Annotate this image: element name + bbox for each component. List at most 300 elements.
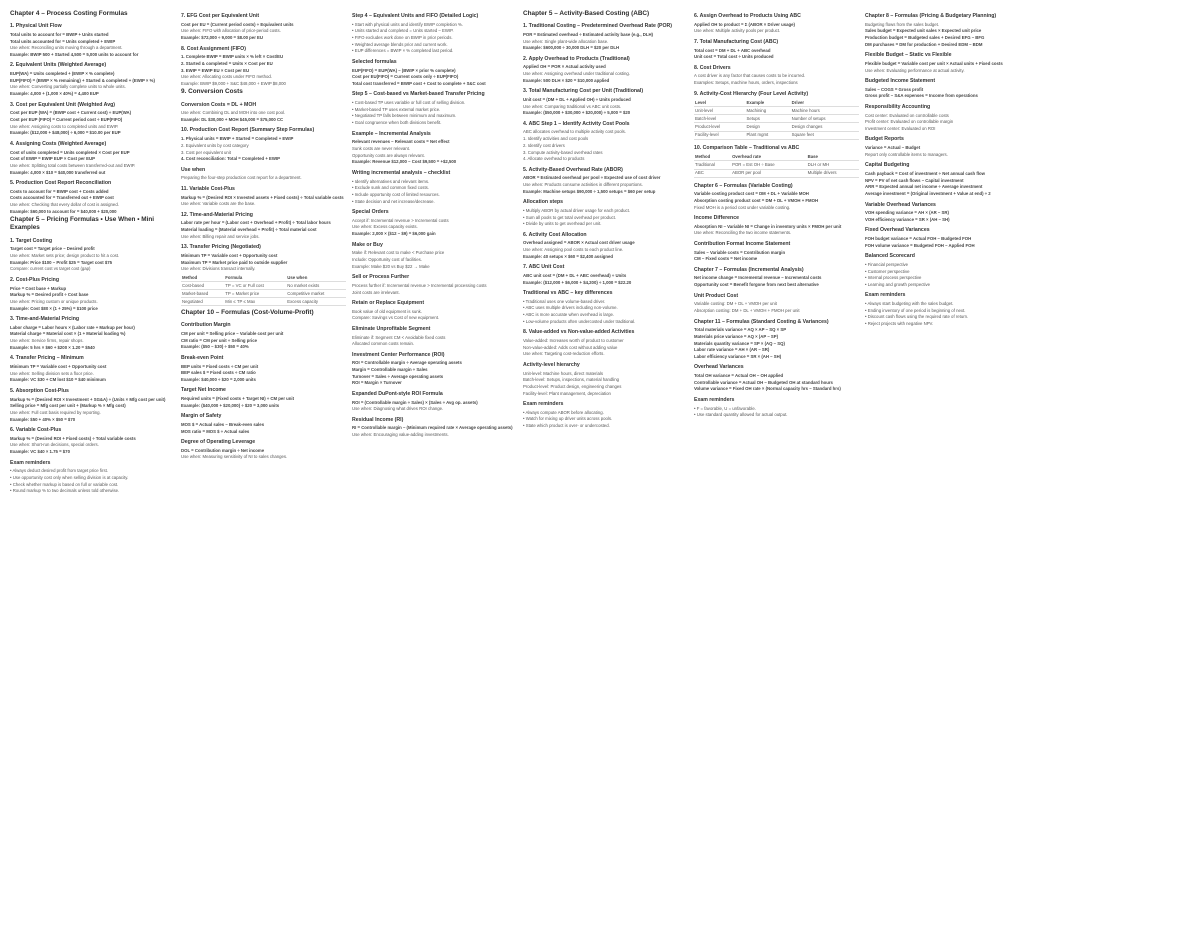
section-heading: Traditional vs ABC – key differences — [523, 290, 613, 297]
section-heading: Chapter 8 – Formulas (Pricing & Budgetary Planning) — [865, 13, 997, 19]
section-line: Selling price = Mfg cost per unit + (Markup % × Mfg cost) — [10, 403, 126, 409]
section-line: Example: ($12,000 + $48,000) ÷ 6,000 = $10.00 per EUP — [10, 130, 121, 136]
section-heading: 6. Activity Cost Allocation — [523, 231, 587, 238]
section-heading: Capital Budgeting — [865, 162, 910, 169]
section-line: Turnover = Sales ÷ Average operating assets — [352, 373, 444, 379]
section-heading: 4. Assigning Costs (Weighted Average) — [10, 140, 107, 147]
section-line: Unit-level: Machine hours, direct materials — [523, 370, 604, 376]
section-heading: 4. Transfer Pricing – Minimum — [10, 355, 84, 362]
section-heading: Retain or Replace Equipment — [352, 300, 425, 306]
bullet-item: • Always compute ABOR before allocating. — [523, 410, 688, 416]
section-heading: Eliminate Unprofitable Segment — [352, 325, 431, 332]
bullet-item: • EUP differences = BWIP × % completed last period. — [352, 48, 517, 54]
table-header-cell: Base — [807, 153, 859, 161]
section-heading: Conversion Costs = DL + MOH — [181, 101, 257, 108]
section-line: Example: 40 setups × $60 = $2,400 assigned — [523, 253, 614, 259]
section-heading: 5. Absorption Cost-Plus — [10, 387, 69, 394]
section-line: Example: ($50 – $30) ÷ $50 = 40% — [181, 344, 249, 350]
section-line: DOL = Contribution margin ÷ Net income — [181, 447, 265, 453]
section-line: Example: 5 hrs × $60 + $200 × 1.20 = $540 — [10, 344, 95, 350]
section-heading: 4. ABC Step 1 – Identify Activity Cost Pools — [523, 120, 630, 127]
bullet-item: • FIFO excludes work done on BWIP in prior periods. — [352, 35, 517, 41]
section-line: CM – Fixed costs = Net income — [694, 256, 758, 262]
section-line: Use when: Allocating costs under FIFO method. — [181, 74, 272, 80]
section-line: Non-value-added: Adds cost without adding value — [523, 344, 618, 350]
section-line: Cost per EUP (FIFO) = Current period cost ÷ EUP(FIFO) — [10, 116, 123, 122]
table-cell: Plant mgmt — [746, 131, 791, 139]
column-5 — [694, 8, 865, 923]
section-heading: 12. Time-and-Material Pricing — [181, 211, 253, 218]
section-line: Overhead assigned = ABOR × Actual cost driver usage — [523, 240, 635, 246]
bullet-item: • Use standard quantity allowed for actual output. — [694, 412, 859, 418]
section-line: Cost center: Evaluated on controllable costs — [865, 112, 949, 118]
section-line: VOH spending variance = AH × (AR – SR) — [865, 210, 949, 216]
section-heading: Residual Income (RI) — [352, 416, 404, 423]
section-line: Cost of units completed = Units completed × Cost per EUP — [10, 149, 130, 155]
section-line: ABC unit cost = (DM + DL + ABC overhead) ÷ Units — [523, 272, 627, 278]
section-line: Report only controllable items to managers. — [865, 151, 948, 157]
section-line: NPV = PV of net cash flows – Capital investment — [865, 177, 964, 183]
section-line: Use when: Comparing traditional vs ABC unit costs. — [523, 103, 622, 109]
table-cell: Machine hours — [791, 107, 859, 115]
section-heading: Step 5 – Cost-based vs Market-based Transfer Pricing — [352, 91, 485, 98]
table-cell: Batch-level — [694, 115, 746, 123]
bullet-item: • Traditional uses one volume-based driver. — [523, 299, 688, 305]
section-line: BEP units = Fixed costs ÷ CM per unit — [181, 363, 259, 369]
section-line: VOH efficiency variance = SR × (AH – SH) — [865, 216, 950, 222]
section-line: Cost per EUP (WA) = (BWIP cost + Current cost) ÷ EUP(WA) — [10, 110, 132, 116]
table-cell: Traditional — [694, 161, 731, 169]
section-line: Minimum TP = Variable cost + Opportunity cost — [181, 252, 278, 258]
section-line: Example: ($40,000 + $20,000) ÷ $20 = 3,000 units — [181, 402, 280, 408]
section-line: Investment center: Evaluated on ROI — [865, 125, 936, 131]
column-3 — [352, 8, 523, 923]
section-line: Make if: Relevant cost to make < Purchase price — [352, 250, 445, 256]
table-header-cell: Overhead rate — [731, 153, 807, 161]
section-heading: 2. Equivalent Units (Weighted Average) — [10, 62, 107, 69]
section-line: Use when: Assigning pool costs to each product line. — [523, 247, 624, 253]
section-line: Example: $40,000 ÷ $20 = 2,000 units — [181, 376, 256, 382]
section-line: ABC allocates overhead to multiple activity cost pools. — [523, 129, 626, 135]
section-line: Applied OH to product = Σ (ABOR × Driver usage) — [694, 21, 795, 27]
section-heading: 8. Cost Drivers — [694, 64, 731, 71]
section-line: Example: $60,000 to account for = $40,000 + $20,000 — [10, 208, 117, 214]
section-line: CM ratio = CM per unit ÷ Selling price — [181, 337, 258, 343]
section-heading: Variable Overhead Variances — [865, 201, 936, 208]
section-heading: Use when — [181, 166, 206, 173]
table-cell: Machining — [746, 107, 791, 115]
section-line: Use when: Targeting cost-reduction efforts. — [523, 351, 605, 357]
table-header-cell: Use when — [286, 274, 346, 282]
section-heading: Make or Buy — [352, 241, 383, 248]
section-heading: 7. EFG Cost per Equivalent Unit — [181, 13, 260, 19]
section-line: Example: $50 + 40% × $50 = $70 — [10, 416, 76, 422]
section-line: Total OH variance = Actual OH – OH applied — [694, 373, 784, 379]
section-line: Variable costing product cost = DM + DL + Variable MOH — [694, 191, 809, 197]
table-cell: Facility-level — [694, 131, 746, 139]
section-heading: Income Difference — [694, 215, 739, 222]
section-line: Example: DL $30,000 + MOH $45,000 = $75,000 CC — [181, 116, 284, 122]
bullet-item: • Discount cash flows using the required rate of return. — [865, 314, 1030, 320]
section-line: Markup % = (Desired ROI × Invested assets + Fixed costs) ÷ Total variable costs — [181, 194, 344, 200]
section-heading: 11. Variable Cost-Plus — [181, 185, 235, 192]
section-heading: Allocation steps — [523, 199, 564, 206]
bullet-item: • Reject projects with negative NPV. — [865, 321, 1030, 327]
table-cell: TP = Market price — [224, 289, 286, 297]
bullet-item: • ABC is more accurate when overhead is large. — [523, 312, 688, 318]
section-line: Example: Make $20 vs Buy $22 → Make — [352, 263, 430, 269]
section-line: Material loading = (Material overhead + Profit) ÷ Total material cost — [181, 227, 317, 233]
section-line: Markup % = (Desired ROI × Investment + SG&A) ÷ (Units × Mfg cost per unit) — [10, 396, 166, 402]
section-heading: 13. Transfer Pricing (Negotiated) — [181, 244, 261, 251]
table-cell: ABOR per pool — [731, 169, 807, 177]
section-heading: Exam reminders — [694, 396, 735, 403]
bullet-item: • Use opportunity cost only when selling division is at capacity. — [10, 475, 175, 481]
table-cell: Design changes — [791, 123, 859, 131]
table-header-cell: Formula — [224, 274, 286, 282]
section-line: FOH budget variance = Actual FOH – Budgeted FOH — [865, 236, 972, 241]
section-heading: 7. Total Manufacturing Cost (ABC) — [694, 38, 779, 45]
section-line: Example: VC $30 + CM lost $10 = $40 minimum — [10, 377, 106, 383]
bullet-item: • Identify alternatives and relevant items. — [352, 179, 517, 185]
section-heading: Selected formulas — [352, 58, 397, 65]
section-line: Use when: Assigning overhead under traditional costing. — [523, 71, 631, 77]
section-line: Variable costing: DM + DL + VMOH per unit — [694, 301, 777, 307]
bullet-item: • Goal congruence when both divisions benefit. — [352, 120, 517, 126]
section-line: Eliminate if: Segment CM < Avoidable fixed costs — [352, 334, 446, 340]
section-line: Example: BWIP $9,000 + S&C $48,000 + EWIP $8,000 — [181, 80, 286, 86]
section-line: Product-level: Product design, engineering changes — [523, 383, 622, 389]
column-6 — [865, 8, 1036, 923]
section-line: Sales budget = Expected unit sales × Expected unit price — [865, 28, 982, 34]
section-line: Markup % = (Desired ROI + Fixed costs) ÷ Total variable costs — [10, 435, 136, 441]
section-heading: 3. Cost per Equivalent Unit (Weighted Avg) — [10, 101, 116, 108]
bullet-item: • Check whether markup is based on full or variable cost. — [10, 482, 175, 488]
section-line: Unit cost = Total cost ÷ Units produced — [694, 54, 774, 60]
bullet-item: • Divide by units to get overhead per unit. — [523, 221, 688, 227]
section-line: Example: ($50,000 + $30,000 + $20,000) ÷ 5,000 = $20 — [523, 110, 631, 116]
bullet-item: • State decision and net increase/decrease. — [352, 199, 517, 205]
table-header-cell: Level — [694, 99, 746, 107]
section-heading: Exam reminders — [523, 401, 564, 408]
section-line: Value-added: Increases worth of product to customer — [523, 338, 624, 343]
section-line: EUP(FIFO) = EUP(WA) – (BWIP × prior % complete) — [352, 67, 456, 73]
section-line: Cash payback = Cost of investment ÷ Net annual cash flow — [865, 170, 985, 176]
table-header-cell: Method — [181, 274, 224, 282]
section-line: Variance = Actual – Budget — [865, 145, 921, 151]
section-line: Materials price variance = AQ × (AP – SP) — [694, 333, 779, 339]
section-line: Absorption costing: DM + DL + VMOH + FMOH per unit — [694, 308, 800, 313]
bullet-item: • State which product is over- or undercosted. — [523, 423, 688, 429]
section-heading: 2. Cost-Plus Pricing — [10, 276, 60, 283]
section-heading: 3. Total Manufacturing Cost per Unit (Traditional) — [523, 88, 644, 95]
section-line: 3. Compute activity-based overhead rates — [523, 149, 603, 155]
chapter-title: Chapter 4 – Process Costing Formulas — [10, 10, 128, 17]
section-line: Example: VC $40 × 1.75 = $70 — [10, 449, 70, 455]
bullet-item: • Units started and completed = Units started – EWIP. — [352, 28, 517, 34]
section-line: Example: Cost $80 × (1 + 25%) = $100 price — [10, 305, 98, 311]
section-line: Materials quantity variance = SP × (AQ – SQ) — [694, 340, 785, 346]
section-line: Example: Revenue $12,000 – Cost $9,500 = +$2,500 — [352, 159, 457, 165]
section-line: ABOR = Estimated overhead per pool ÷ Expected use of cost driver — [523, 175, 661, 181]
summary-table — [694, 99, 859, 139]
table-cell: Cost-based — [181, 281, 224, 289]
section-heading: Exam reminders — [865, 292, 906, 299]
section-line: Cost per EU(FIFO) = Current costs only ÷ EUP(FIFO) — [352, 74, 459, 80]
table-header-cell: Example — [746, 99, 791, 107]
section-line: Examples: Setups, machine hours, orders, inspections — [694, 80, 798, 86]
bullet-item: • Weighted average blends prior and current work. — [352, 42, 517, 48]
section-heading: Expanded DuPont-style ROI Formula — [352, 390, 443, 397]
column-1 — [10, 8, 181, 923]
section-line: Use when: Variable costs are the base. — [181, 201, 256, 207]
table-cell: Unit-level — [694, 107, 746, 115]
section-line: MOS $ = Actual sales – Break-even sales — [181, 421, 265, 427]
section-line: Production budget = Budgeted sales + Desired EFG – BFG — [865, 35, 985, 41]
section-line: Use when: Checking that every dollar of cost is assigned. — [10, 202, 119, 208]
table-cell: DLH or MH — [807, 161, 859, 169]
section-line: POR = Estimated overhead ÷ Estimated activity base (e.g., DLH) — [523, 31, 653, 37]
bullet-item: • Start with physical units and identify BWIP completion %. — [352, 22, 517, 28]
section-line: Labor efficiency variance = SR × (AH – SH) — [694, 353, 782, 359]
section-line: Example: $72,000 ÷ 9,000 = $8.00 per EU — [181, 35, 264, 41]
section-line: Labor rate per hour = (Labor cost + Overhead + Profit) ÷ Total labor hours — [181, 220, 331, 226]
section-line: Total materials variance = AQ × AP – SQ × SP — [694, 327, 787, 333]
table-cell: ABC — [694, 169, 731, 177]
bullet-item: • Watch for mixing up driver units across pools. — [523, 416, 688, 422]
bullet-item: • Financial perspective — [865, 262, 1030, 268]
section-heading: Chapter 11 – Formulas (Standard Costing & Variances) — [694, 318, 829, 325]
section-heading: Chapter 6 – Formulas (Variable Costing) — [694, 182, 793, 189]
section-line: Use when: Excess capacity exists. — [352, 224, 418, 230]
section-line: Sunk costs are never relevant. — [352, 146, 411, 151]
section-heading: Degree of Operating Leverage — [181, 439, 256, 446]
table-row — [694, 131, 859, 139]
section-heading: Activity-level hierarchy — [523, 361, 580, 368]
section-line: ROI = (Controllable margin ÷ Sales) × (Sales ÷ Avg op. assets) — [352, 399, 478, 405]
section-line: 2. Started & completed = Units × Cost per EU — [181, 60, 273, 66]
section-line: Compare: Savings vs Cost of new equipment. — [352, 315, 440, 321]
section-line: 2. Equivalent units by cost category — [181, 142, 249, 148]
section-line: Compare: current cost vs target cost (gap) — [10, 266, 91, 272]
section-line: Net income change = Incremental revenue – Incremental costs — [694, 275, 822, 281]
section-line: Markup % = Desired profit ÷ Cost base — [10, 292, 89, 298]
section-line: 1. Identify activities and cost pools — [523, 136, 589, 142]
bullet-item: • Include opportunity cost of limited resources. — [352, 192, 517, 198]
section-line: Batch-level: Setups, inspections, material handling — [523, 377, 620, 383]
table-row — [694, 169, 859, 177]
table-cell: No market exists — [286, 281, 346, 289]
table-cell: POR = Est OH ÷ Base — [731, 161, 807, 169]
summary-table — [181, 274, 346, 306]
section-heading: Break-even Point — [181, 354, 224, 361]
chapter-title: Chapter 10 – Formulas (Cost-Volume-Profit) — [181, 309, 314, 317]
section-heading: Target Net Income — [181, 387, 226, 394]
section-line: Required units = (Fixed costs + Target NI) ÷ CM per unit — [181, 396, 295, 402]
section-heading: 1. Traditional Costing – Predetermined Overhead Rate (POR) — [523, 23, 673, 30]
section-heading: Special Orders — [352, 209, 389, 216]
section-line: Sales – COGS = Gross profit — [865, 86, 924, 92]
section-line: Average investment = (Original investment + Value at end) ÷ 2 — [865, 191, 991, 196]
section-line: Material charge = Material cost × (1 + Material loading %) — [10, 331, 126, 337]
section-line: Budgeting flows from the sales budget. — [865, 21, 940, 27]
section-heading: 8. Value-added vs Non-value-added Activities — [523, 329, 635, 336]
section-heading: 6. Assign Overhead to Products Using ABC — [694, 13, 801, 19]
section-heading: 10. Comparison Table – Traditional vs ABC — [694, 144, 800, 151]
section-line: Example: Machine setups $90,000 ÷ 1,500 setups = $60 per setup — [523, 188, 656, 194]
section-line: EUP(WA) = Units completed + (EWIP × % complete) — [10, 71, 115, 77]
section-line: Use when: Products consume activities in different proportions. — [523, 182, 643, 188]
section-line: Use when: Combining DL and MOH into one cost pool. — [181, 110, 286, 116]
section-heading: Contribution Margin — [181, 322, 231, 329]
table-row — [181, 298, 346, 306]
section-heading: 5. Activity-Based Overhead Rate (ABOR) — [523, 166, 623, 173]
section-line: ARR = Expected annual net income ÷ Average investment — [865, 184, 983, 190]
section-heading: Sell or Process Further — [352, 274, 410, 281]
section-line: Profit center: Evaluated on controllable margin — [865, 119, 954, 125]
table-cell: Competitive market — [286, 289, 346, 297]
section-line: Total units to account for = BWIP + Units started — [10, 31, 109, 37]
section-line: ROI = Margin × Turnover — [352, 380, 402, 386]
section-heading: Investment Center Performance (ROI) — [352, 351, 445, 358]
section-heading: Exam reminders — [10, 459, 51, 466]
section-line: Controllable variance = Actual OH – Budgeted OH at standard hours — [694, 379, 833, 385]
section-line: Absorption NI – Variable NI = Change in inventory units × FMOH per unit — [694, 223, 842, 229]
section-line: Example: BWIP 500 + Started 4,500 = 5,000 units to account for — [10, 51, 139, 57]
section-line: Book value of old equipment is sunk. — [352, 308, 422, 314]
bullet-item: • ABC uses multiple drivers including non-volume. — [523, 305, 688, 311]
section-line: Use when: Billing repair and service jobs. — [181, 233, 260, 239]
section-line: Accept if: Incremental revenue > Incremental costs — [352, 217, 449, 223]
section-line: Maximum TP = Market price paid to outside supplier — [181, 259, 288, 265]
section-line: BEP sales $ = Fixed costs ÷ CM ratio — [181, 370, 256, 376]
section-line: 4. Cost reconciliation: Total = Completed + EWIP — [181, 156, 281, 162]
section-heading: Writing incremental analysis – checklist — [352, 169, 451, 176]
section-heading: 10. Production Cost Report (Summary Step Formulas) — [181, 127, 315, 134]
column-2 — [181, 8, 352, 923]
section-line: Example: $600,000 ÷ 30,000 DLH = $20 per DLH — [523, 45, 620, 51]
section-heading: 1. Target Costing — [10, 237, 52, 244]
section-line: Allocated common costs remain. — [352, 341, 415, 347]
section-line: Use when: Full cost basis required by reporting. — [10, 409, 101, 415]
bullet-item: • Ending inventory of one period is beginning of next. — [865, 308, 1030, 314]
chapter-title: Chapter 5 – Pricing Formulas • Use When • Mini Examples — [10, 216, 155, 232]
section-line: Unit cost = (DM + DL + Applied OH) ÷ Units produced — [523, 96, 631, 102]
section-line: Flexible budget = Variable cost per unit × Actual units + Fixed costs — [865, 60, 1003, 66]
section-line: FOH volume variance = Budgeted FOH – Applied FOH — [865, 242, 975, 248]
section-line: DM purchases = DM for production + Desired EDM – BDM — [865, 41, 983, 47]
section-heading: 2. Apply Overhead to Products (Traditional) — [523, 55, 630, 62]
chapter-title: 9. Conversion Costs — [181, 88, 243, 96]
section-line: Example: 4,000 + (1,000 × 40%) = 4,400 EUP — [10, 91, 99, 97]
section-line: MOS ratio = MOS $ ÷ Actual sales — [181, 428, 250, 434]
section-line: Use when: Splitting total costs between transferred-out and EWIP. — [10, 162, 136, 168]
section-line: ROI = Controllable margin ÷ Average operating assets — [352, 360, 462, 366]
section-line: Minimum TP = Variable cost + Opportunity cost — [10, 363, 107, 369]
table-row — [694, 107, 859, 115]
bullet-item: • Market-based TP uses external market price. — [352, 107, 517, 113]
section-line: Use when: Diagnosing what drives ROI change. — [352, 406, 444, 412]
section-heading: Step 4 – Equivalent Units and FIFO (Detailed Logic) — [352, 13, 479, 19]
section-line: Margin = Controllable margin ÷ Sales — [352, 367, 428, 373]
section-heading: Budgeted Income Statement — [865, 78, 936, 85]
table-row — [181, 281, 346, 289]
section-line: EUP(FIFO) = (BWIP × % remaining) + Started & completed + (EWIP × %) — [10, 77, 155, 83]
bullet-item: • Learning and growth perspective — [865, 282, 1030, 288]
table-cell: Design — [746, 123, 791, 131]
bullet-item: • Exclude sunk and common fixed costs. — [352, 185, 517, 191]
section-line: Total cost = DM + DL + ABC overhead — [694, 47, 771, 53]
section-line: 1. Complete BWIP = BWIP units × % left × Cost/EU — [181, 54, 284, 60]
section-line: Use when: Reconciling the two income statements. — [694, 230, 792, 236]
section-line: Cost per EU = (Current period costs) ÷ Equivalent units — [181, 21, 294, 27]
section-heading: Budget Reports — [865, 136, 904, 143]
section-line: Costs accounted for = Transferred out + EWIP cost — [10, 195, 114, 201]
section-line: Use when: Divisions transact internally. — [181, 266, 256, 272]
summary-table — [694, 153, 859, 177]
section-line: 3. Cost per equivalent unit — [181, 149, 231, 155]
section-line: Use when: Service firms, repair shops. — [10, 338, 84, 344]
section-line: Include: Opportunity cost of facilities. — [352, 256, 422, 262]
section-heading: Chapter 7 – Formulas (Incremental Analysis) — [694, 266, 804, 273]
section-line: Process further if: Incremental revenue > Incremental processing costs — [352, 282, 487, 288]
section-heading: 6. Variable Cost-Plus — [10, 427, 62, 434]
section-line: Gross profit – S&A expenses = Income from operations — [865, 93, 978, 99]
section-line: Use when: Assigning costs to completed units and EWIP. — [10, 123, 119, 129]
table-cell: Setups — [746, 115, 791, 123]
section-heading: Flexible Budget – Static vs Flexible — [865, 52, 952, 59]
section-line: Applied OH = POR × Actual activity used — [523, 64, 606, 70]
section-line: Volume variance = Fixed OH rate × (Normal capacity hrs – Standard hrs) — [694, 386, 841, 392]
section-heading: Overhead Variances — [694, 364, 744, 371]
section-line: Use when: Single plant-wide allocation base. — [523, 38, 609, 44]
section-line: Use when: Short-run decisions, special orders. — [10, 442, 99, 448]
section-line: Opportunity cost = Benefit forgone from next best alternative — [694, 282, 819, 288]
section-line: Target cost = Target price – Desired profit — [10, 246, 95, 252]
chapter-title: Chapter 5 – Activity-Based Costing (ABC) — [523, 10, 650, 17]
section-heading: Balanced Scorecard — [865, 253, 915, 260]
table-row — [694, 161, 859, 169]
section-line: Example: 2,000 × ($12 – $9) = $6,000 gain — [352, 231, 436, 237]
section-line: Use when: Multiple activity pools per product. — [694, 28, 781, 34]
section-line: Use when: Reconciling units moving through a department. — [10, 45, 123, 51]
section-line: Facility-level: Plant management, depreciation — [523, 390, 611, 396]
section-heading: 9. Activity-Cost Hierarchy (Four Level Activity) — [694, 90, 809, 97]
bullet-item: • Internal process perspective — [865, 275, 1030, 281]
table-header-cell: Method — [694, 153, 731, 161]
table-cell: Multiple drivers — [807, 169, 859, 177]
section-line: Preparing the four-step production cost report for a department. — [181, 175, 302, 181]
section-heading: Contribution Format Income Statement — [694, 240, 791, 247]
table-row — [694, 115, 859, 123]
section-heading: Responsibility Accounting — [865, 103, 931, 110]
table-cell: TP = VC or Full cost — [224, 281, 286, 289]
section-line: Labor charge = Labor hours × (Labor rate + Markup per hour) — [10, 324, 135, 330]
bullet-item: • F = favorable, U = unfavorable. — [694, 406, 859, 412]
section-line: Use when: Measuring sensitivity of NI to sales changes. — [181, 454, 288, 460]
table-row — [694, 123, 859, 131]
section-line: Fixed MOH is a period cost under variable costing. — [694, 204, 791, 210]
table-cell: Market-based — [181, 289, 224, 297]
section-heading: 7. ABC Unit Cost — [523, 264, 565, 271]
section-line: Example: ($12,000 + $6,000 + $4,200) ÷ 1,000 = $22.20 — [523, 279, 632, 285]
bullet-item: • Multiply ABOR by actual driver usage for each product. — [523, 208, 688, 214]
section-line: Relevant revenues – Relevant costs = Net effect — [352, 139, 450, 145]
table-header-cell: Driver — [791, 99, 859, 107]
bullet-item: • Low-volume products often undercosted under traditional. — [523, 319, 688, 325]
section-line: Example: Price $100 – Profit $25 = Target cost $75 — [10, 259, 113, 265]
bullet-item: • Always deduct desired profit from target price first. — [10, 468, 175, 474]
